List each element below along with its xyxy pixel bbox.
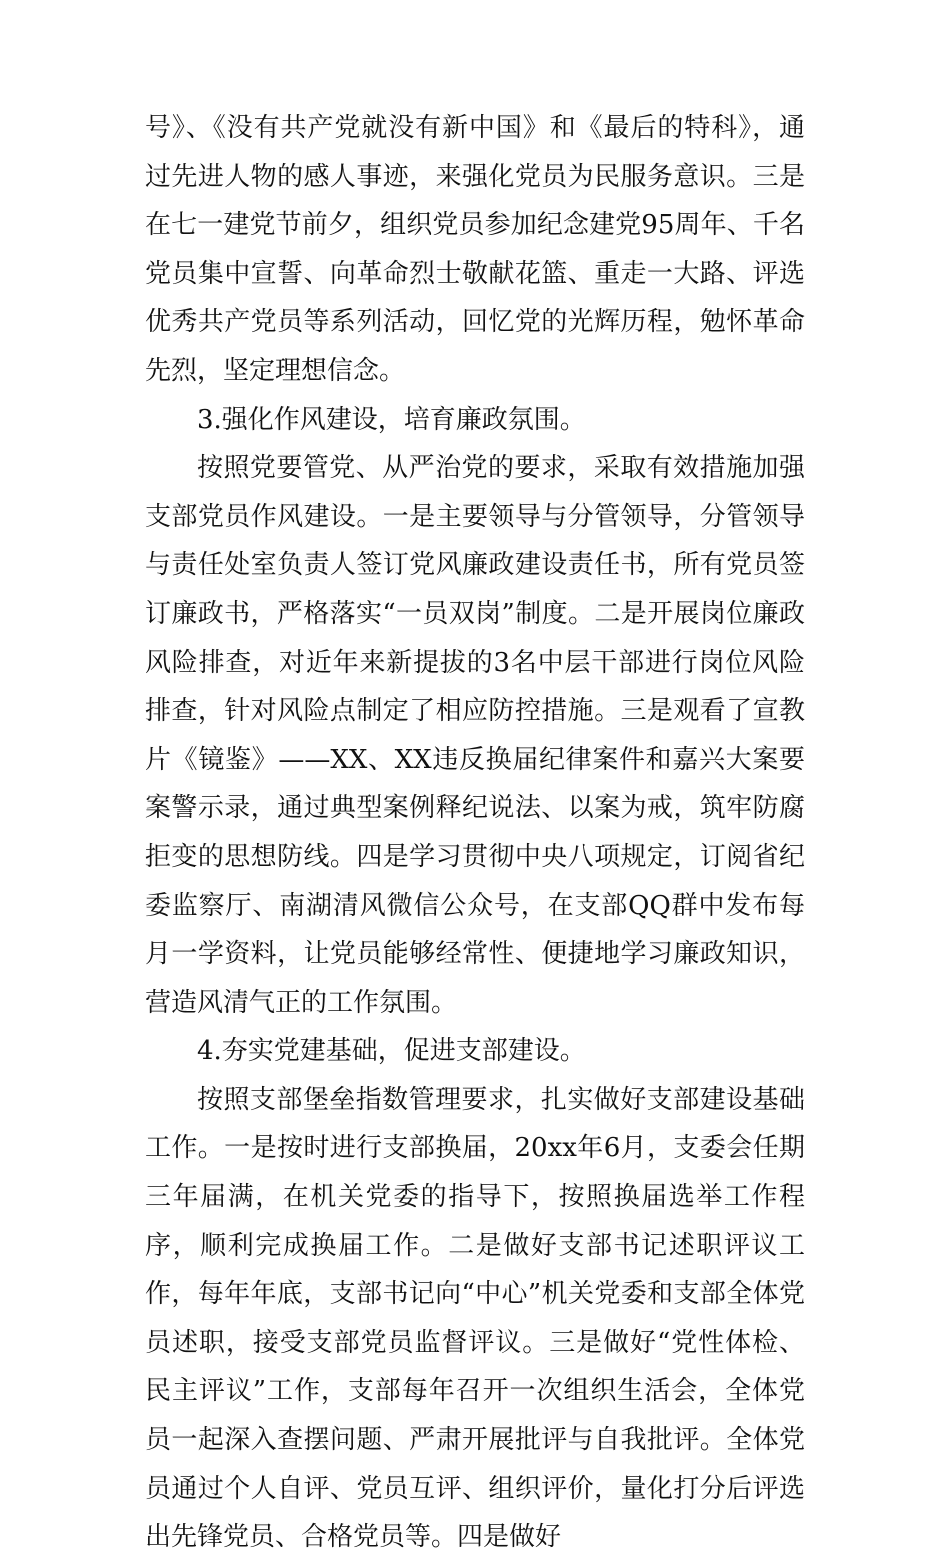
paragraph-work-style: 按照党要管党、从严治党的要求，采取有效措施加强支部党员作风建设。一是主要领导与分管领导，分管领导与责任处室负责人签订党风廉政建设责任书，所有党员签订廉政书，严格落实“一员双岗”制度。二是开展岗位廉政风险排查，对近年来新提拔的3名中层干部进行岗位风险排查，针对风险点制定了相应防控措施。三是观看了宣教片《镜鉴》——XX、XX违反换届纪律案件和嘉兴大案要案警示录，通过典型案例释纪说法、以案为戒，筑牢防腐拒变的思想防线。四是学习贯彻中央八项规定，订阅省纪委监察厅、南湖清风微信公众号，在支部QQ群中发布每月一学资料，让党员能够经常性、便捷地学习廉政知识，营造风清气正的工作氛围。 [145,453,805,1018]
paragraph-branch-building: 按照支部堡垒指数管理要求，扎实做好支部建设基础工作。一是按时进行支部换届，20xx年6月，支委会任期三年届满，在机关党委的指导下，按照换届选举工作程序，顺利完成换届工作。二是做好支部书记述职评议工作，每年年底，支部书记向“中心”机关党委和支部全体党员述职，接受支部党员监督评议。三是做好“党性体检、民主评议”工作，支部每年召开一次组织生活会，全体党员一起深入查摆问题、严肃开展批评与自我批评。全体党员通过个人自评、党员互评、组织评价，量化打分后评选出先锋党员、合格党员等。四是做好 [145,1084,805,1553]
paragraph-continued: 号》、《没有共产党就没有新中国》和《最后的特科》，通过先进人物的感人事迹，来强化党员为民服务意识。三是在七一建党节前夕，组织党员参加纪念建党95周年、千名党员集中宣誓、向革命烈士敬献花篮、重走一大路、评选优秀共产党员等系列活动，回忆党的光辉历程，勉怀革命先烈，坚定理想信念。 [145,113,805,386]
section-heading-3: 3.强化作风建设，培育廉政氛围。 [197,404,586,435]
section-heading-4: 4.夯实党建基础，促进支部建设。 [197,1036,586,1067]
document-body [145,104,805,1562]
